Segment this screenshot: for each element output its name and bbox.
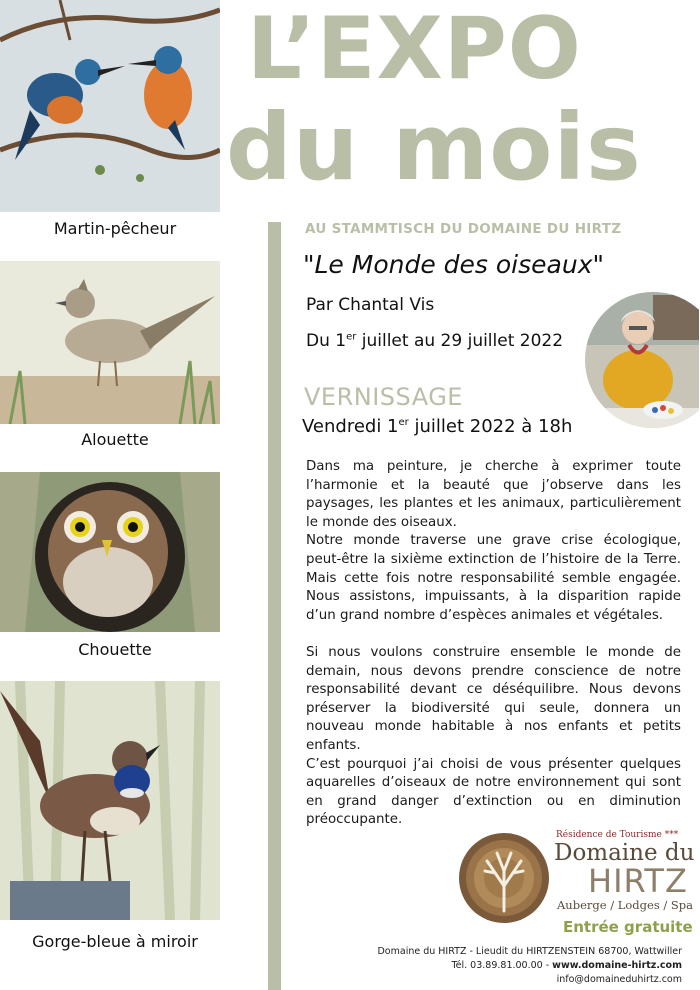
painting-alouette [0, 261, 220, 424]
exhibition-dates: Du 1er juillet au 29 juillet 2022 [306, 331, 564, 351]
footer-email[interactable]: info@domaineduhirtz.com [556, 974, 682, 985]
logo-hirtz: HIRTZ [588, 862, 688, 900]
footer-address: Domaine du HIRTZ - Lieudit du HIRTZENSTEIN 68700, Wattwiller [377, 946, 682, 957]
painting-gorge-bleue [0, 681, 220, 920]
website-link[interactable]: www.domaine-hirtz.com [552, 960, 682, 971]
exhibition-name: "Le Monde des oiseaux" [303, 250, 604, 279]
free-entry: Entrée gratuite [563, 918, 693, 936]
caption-alouette: Alouette [81, 430, 149, 449]
painting-chouette [0, 472, 220, 632]
subtitle: AU STAMMTISCH DU DOMAINE DU HIRTZ [305, 221, 622, 237]
paragraph-3: Si nous voulons construire ensemble le monde de demain, nous devons prendre conscience de notre responsabilité devant ce déséquilibre. Nous devons préserver la biodiversité qui seule, donnera un nouveau monde habitable à nos enfants et petits enfants. [306, 644, 681, 753]
title-line-1: L’EXPO [247, 0, 582, 99]
artist-photo [583, 290, 699, 430]
vernissage-date: Vendredi 1er juillet 2022 à 18h [302, 416, 573, 437]
paragraph-4: C’est pourquoi j’ai choisi de vous présenter quelques aquarelles d’oiseaux de notre environnement qui sont en grand danger d’extinction ou en diminution préoccupante. [306, 756, 681, 828]
author: Par Chantal Vis [306, 295, 435, 315]
painting-martin-pecheur [0, 0, 220, 212]
caption-martin-pecheur: Martin-pêcheur [53, 219, 177, 238]
logo-residence: Résidence de Tourisme *** [556, 830, 679, 840]
paragraph-2: Notre monde traverse une grave crise écologique, peut-être la sixième extinction de l’histoire de la Terre. Mais cette fois notre responsabilité semble engagée. Nous assistons, impuissants, à la disparition rapide d’un grand nombre d’espèces animales et végétales. [306, 533, 681, 623]
caption-gorge-bleue: Gorge-bleue à miroir [32, 932, 198, 951]
logo-services: Auberge / Lodges / Spa [557, 898, 694, 912]
accent-bar [268, 222, 281, 990]
caption-chouette: Chouette [78, 640, 152, 659]
vernissage-heading: VERNISSAGE [304, 383, 463, 411]
footer-contact: Tél. 03.89.81.00.00 - www.domaine-hirtz.com [451, 960, 682, 971]
title-line-2: du mois [226, 94, 642, 201]
description-text [306, 458, 681, 830]
paragraph-1: Dans ma peinture, je cherche à exprimer toute l’harmonie et la beauté que j’observe dans les paysages, les plantes et les animaux, particulièrement le monde des oiseaux. [306, 459, 681, 530]
logo-domaine: Domaine du [554, 840, 695, 866]
logo-wood-icon [457, 831, 551, 925]
